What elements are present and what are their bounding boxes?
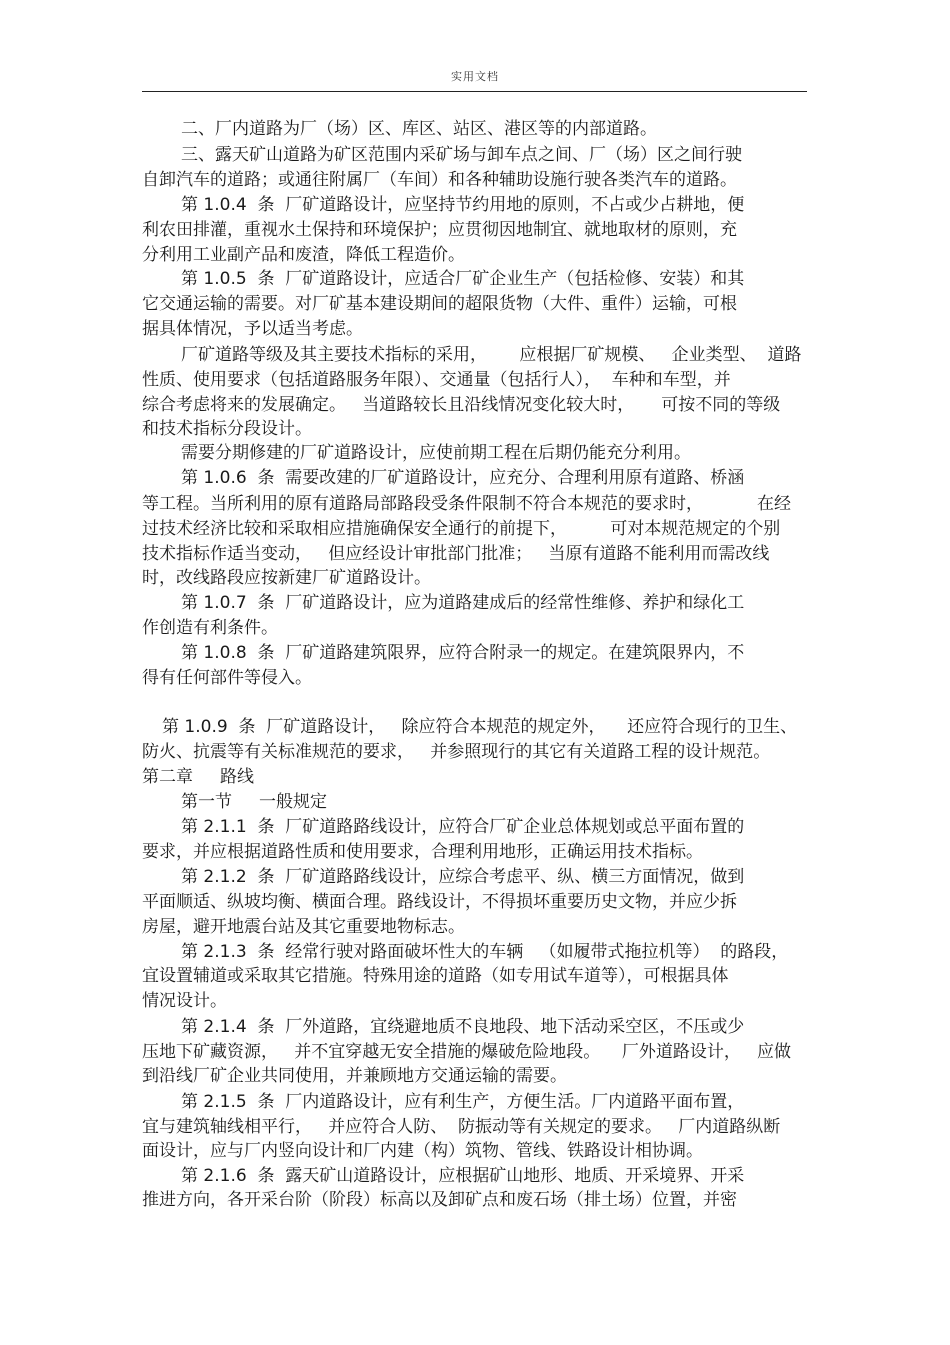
text-line: 等工程。当所利用的原有道路局部路段受条件限制不符合本规范的要求时， 在经 <box>142 494 792 514</box>
text-line: 第 2.1.5 条 厂内道路设计，应有利生产，方便生活。厂内道路平面布置， <box>181 1092 745 1112</box>
text-line: 情况设计。 <box>142 991 227 1011</box>
text-line: 第 1.0.4 条 厂矿道路设计，应坚持节约用地的原则，不占或少占耕地，便 <box>181 195 745 215</box>
text-line: 第 1.0.8 条 厂矿道路建筑限界，应符合附录一的规定。在建筑限界内，不 <box>181 643 745 663</box>
text-line: 分利用工业副产品和废渣，降低工程造价。 <box>142 245 465 265</box>
text-line: 需要分期修建的厂矿道路设计，应使前期工程在后期仍能充分利用。 <box>181 443 691 463</box>
text-line: 据具体情况，予以适当考虑。 <box>142 319 363 339</box>
text-line: 第 2.1.6 条 露天矿山道路设计，应根据矿山地形、地质、开采境界、开采 <box>181 1166 745 1186</box>
text-line: 和技术指标分段设计。 <box>142 419 312 439</box>
text-line: 平面顺适、纵坡均衡、横面合理。路线设计，不得损坏重要历史文物，并应少拆 <box>142 892 737 912</box>
text-line: 面设计，应与厂内竖向设计和厂内建（构）筑物、管线、铁路设计相协调。 <box>142 1141 703 1161</box>
text-line: 房屋，避开地震台站及其它重要地物标志。 <box>142 917 465 937</box>
header-divider <box>142 91 807 92</box>
text-line: 第 1.0.9 条 厂矿道路设计， 除应符合本规范的规定外， 还应符合现行的卫生、 <box>162 717 798 737</box>
text-line: 第 2.1.3 条 经常行驶对路面破坏性大的车辆 （如履带式拖拉机等） 的路段， <box>181 942 789 962</box>
text-line: 第 1.0.7 条 厂矿道路设计，应为道路建成后的经常性维修、养护和绿化工 <box>181 593 745 613</box>
text-line: 厂矿道路等级及其主要技术指标的采用， 应根据厂矿规模、 企业类型、 道路 <box>181 345 802 365</box>
page-header: 实用文档 <box>451 70 499 83</box>
text-line: 防火、抗震等有关标准规范的要求， 并参照现行的其它有关道路工程的设计规范。 <box>142 742 771 762</box>
text-line: 压地下矿藏资源， 并不宜穿越无安全措施的爆破危险地段。 厂外道路设计， 应做 <box>142 1042 792 1062</box>
text-line: 自卸汽车的道路；或通往附属厂（车间）和各种辅助设施行驶各类汽车的道路。 <box>142 170 737 190</box>
text-line: 推进方向，各开采台阶（阶段）标高以及卸矿点和废石场（排土场）位置，并密 <box>142 1190 737 1210</box>
text-line: 性质、使用要求（包括道路服务年限）、交通量（包括行人）， 车种和车型，并 <box>142 370 731 390</box>
text-line: 到沿线厂矿企业共同使用，并兼顾地方交通运输的需要。 <box>142 1066 567 1086</box>
text-line: 作创造有利条件。 <box>142 618 278 638</box>
text-line: 得有任何部件等侵入。 <box>142 668 312 688</box>
text-line: 二、厂内道路为厂（场）区、库区、站区、港区等的内部道路。 <box>181 119 657 139</box>
section-heading: 第一节 一般规定 <box>181 792 328 812</box>
text-line: 第 2.1.4 条 厂外道路，宜绕避地质不良地段、地下活动采空区，不压或少 <box>181 1017 745 1037</box>
chapter-heading: 第二章 路线 <box>142 767 255 787</box>
text-line: 第 2.1.2 条 厂矿道路路线设计，应综合考虑平、纵、横三方面情况，做到 <box>181 867 745 887</box>
text-line: 综合考虑将来的发展确定。 当道路较长且沿线情况变化较大时， 可按不同的等级 <box>142 395 781 415</box>
text-line: 第 1.0.5 条 厂矿道路设计，应适合厂矿企业生产（包括检修、安装）和其 <box>181 269 745 289</box>
text-line: 要求，并应根据道路性质和使用要求，合理利用地形，正确运用技术指标。 <box>142 842 703 862</box>
text-line: 利农田排灌，重视水土保持和环境保护；应贯彻因地制宜、就地取材的原则，充 <box>142 220 737 240</box>
text-line: 时，改线路段应按新建厂矿道路设计。 <box>142 568 431 588</box>
text-line: 技术指标作适当变动， 但应经设计审批部门批准； 当原有道路不能利用而需改线 <box>142 544 770 564</box>
text-line: 第 2.1.1 条 厂矿道路路线设计，应符合厂矿企业总体规划或总平面布置的 <box>181 817 745 837</box>
text-line: 三、露天矿山道路为矿区范围内采矿场与卸车点之间、厂（场）区之间行驶 <box>181 145 742 165</box>
text-line: 它交通运输的需要。对厂矿基本建设期间的超限货物（大件、重件）运输，可根 <box>142 294 737 314</box>
text-line: 第 1.0.6 条 需要改建的厂矿道路设计，应充分、合理利用原有道路、桥涵 <box>181 468 745 488</box>
text-line: 宜与建筑轴线相平行， 并应符合人防、 防振动等有关规定的要求。 厂内道路纵断 <box>142 1117 781 1137</box>
text-line: 宜设置辅道或采取其它措施。特殊用途的道路（如专用试车道等），可根据具体 <box>142 966 729 986</box>
text-line: 过技术经济比较和采取相应措施确保安全通行的前提下， 可对本规范规定的个别 <box>142 519 781 539</box>
